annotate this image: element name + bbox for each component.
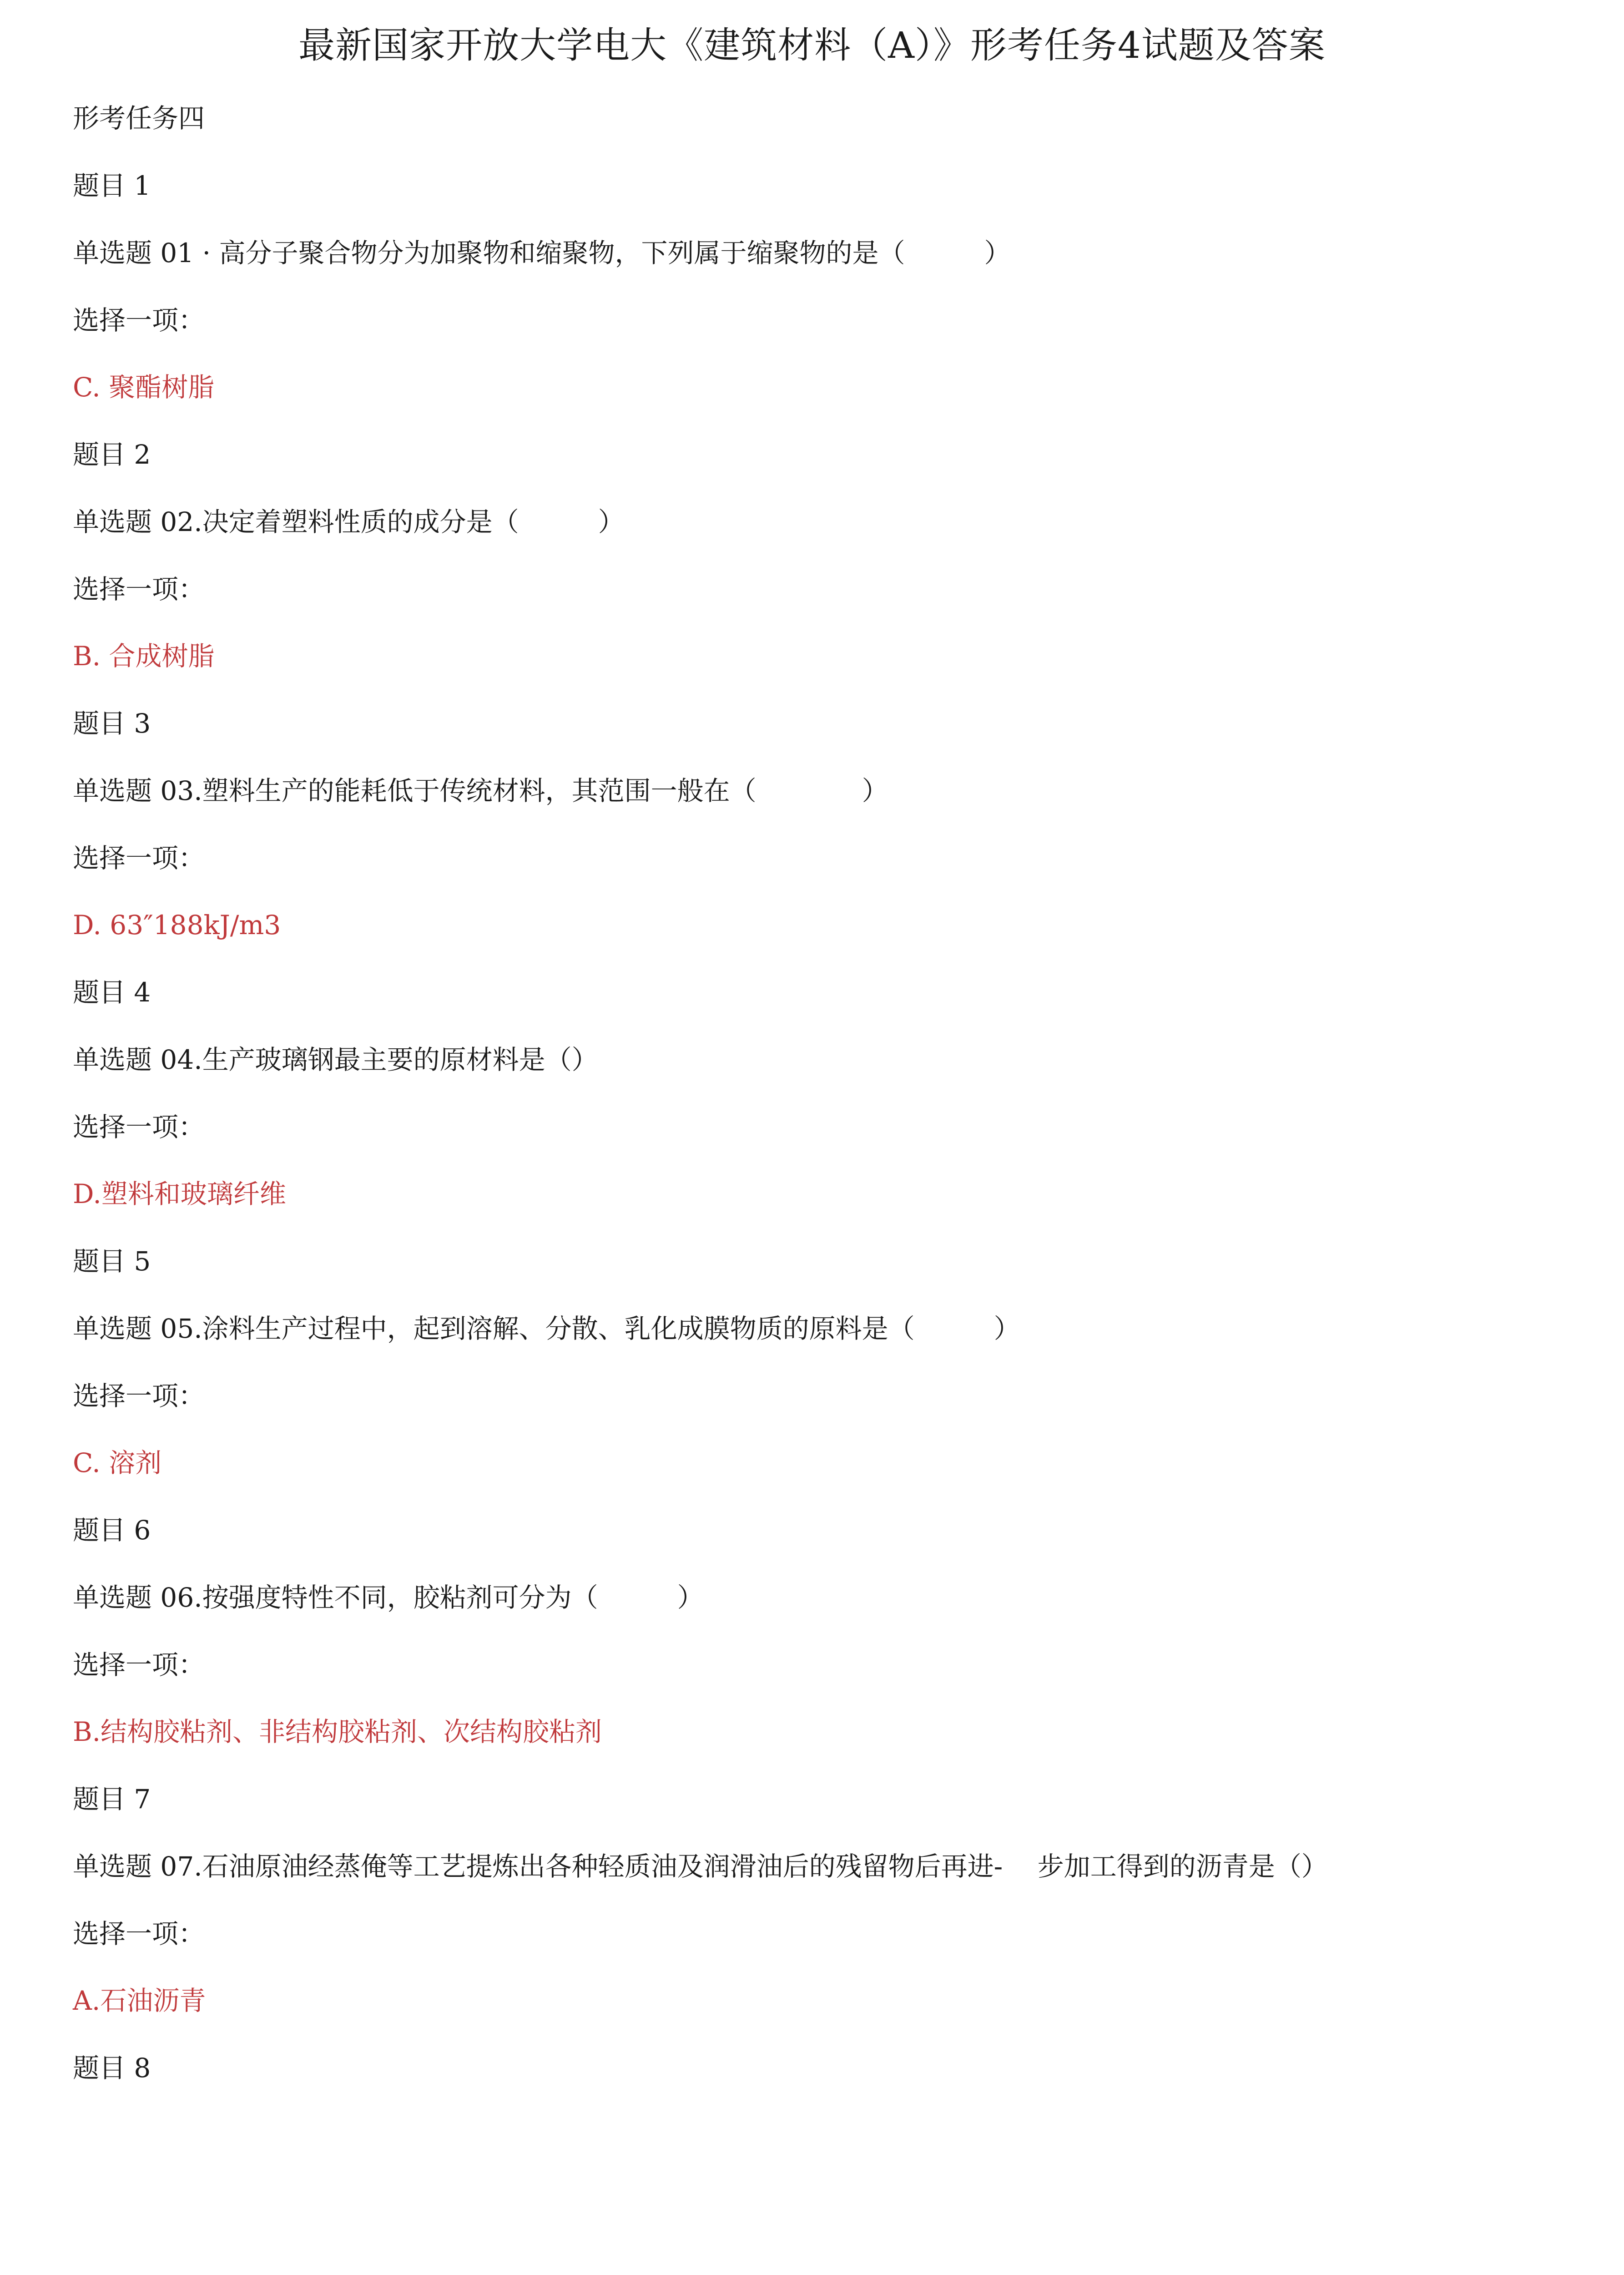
question-number: 题目 2 bbox=[73, 439, 151, 470]
choice-prompt: 选择一项： bbox=[73, 573, 205, 605]
question-number: 题目 1 bbox=[73, 170, 151, 201]
choice-prompt: 选择一项： bbox=[73, 842, 205, 874]
correct-answer: A.石油沥青 bbox=[73, 1985, 206, 2017]
question-stem: 单选题 04.生产玻璃钢最主要的原材料是（） bbox=[73, 1044, 598, 1075]
question-list bbox=[73, 167, 1574, 2275]
question-stem: 单选题 01 · 高分子聚合物分为加聚物和缩聚物，下列属于缩聚物的是（ ） bbox=[73, 237, 1011, 268]
question-item bbox=[73, 1243, 1574, 1512]
question-stem: 单选题 02.决定着塑料性质的成分是（ ） bbox=[73, 506, 625, 537]
question-item bbox=[73, 1512, 1574, 1781]
section-heading: 形考任务四 bbox=[73, 103, 205, 134]
question-number: 题目 8 bbox=[73, 2053, 151, 2083]
correct-answer: D.塑料和玻璃纤维 bbox=[73, 1178, 286, 1210]
question-item bbox=[73, 1781, 1574, 2050]
choice-prompt: 选择一项： bbox=[73, 1111, 205, 1143]
correct-answer: D. 63″188kJ/m3 bbox=[73, 910, 281, 941]
question-item bbox=[73, 167, 1574, 436]
page-title: 最新国家开放大学电大《建筑材料（A）》形考任务4试题及答案 bbox=[298, 24, 1326, 66]
question-stem: 单选题 06.按强度特性不同，胶粘剂可分为（ ） bbox=[73, 1582, 704, 1613]
question-item bbox=[73, 436, 1574, 705]
question-number: 题目 4 bbox=[73, 977, 151, 1008]
question-number: 题目 3 bbox=[73, 708, 151, 739]
correct-answer: C. 聚酯树脂 bbox=[73, 372, 215, 403]
choice-prompt: 选择一项： bbox=[73, 1918, 205, 1949]
question-number: 题目 6 bbox=[73, 1515, 151, 1546]
question-stem: 单选题 05.涂料生产过程中，起到溶解、分散、乳化成膜物质的原料是（ ） bbox=[73, 1313, 1020, 1344]
choice-prompt: 选择一项： bbox=[73, 1649, 205, 1680]
question-number: 题目 5 bbox=[73, 1246, 151, 1277]
correct-answer: B.结构胶粘剂、非结构胶粘剂、次结构胶粘剂 bbox=[73, 1716, 602, 1748]
question-item bbox=[73, 705, 1574, 974]
choice-prompt: 选择一项： bbox=[73, 304, 205, 336]
correct-answer: B. 合成树脂 bbox=[73, 641, 215, 672]
question-item bbox=[73, 974, 1574, 1243]
choice-prompt: 选择一项： bbox=[73, 1380, 205, 1411]
question-stem: 单选题 07.石油原油经蒸俺等工艺提炼出各种轻质油及润滑油后的残留物后再进- 步加工得到的沥青是（） bbox=[73, 1850, 1328, 1882]
question-number: 题目 7 bbox=[73, 1784, 151, 1815]
correct-answer: C. 溶剂 bbox=[73, 1447, 162, 1479]
question-stem: 单选题 03.塑料生产的能耗低于传统材料，其范围一般在（ ） bbox=[73, 775, 888, 806]
question-item bbox=[73, 2050, 1574, 2275]
